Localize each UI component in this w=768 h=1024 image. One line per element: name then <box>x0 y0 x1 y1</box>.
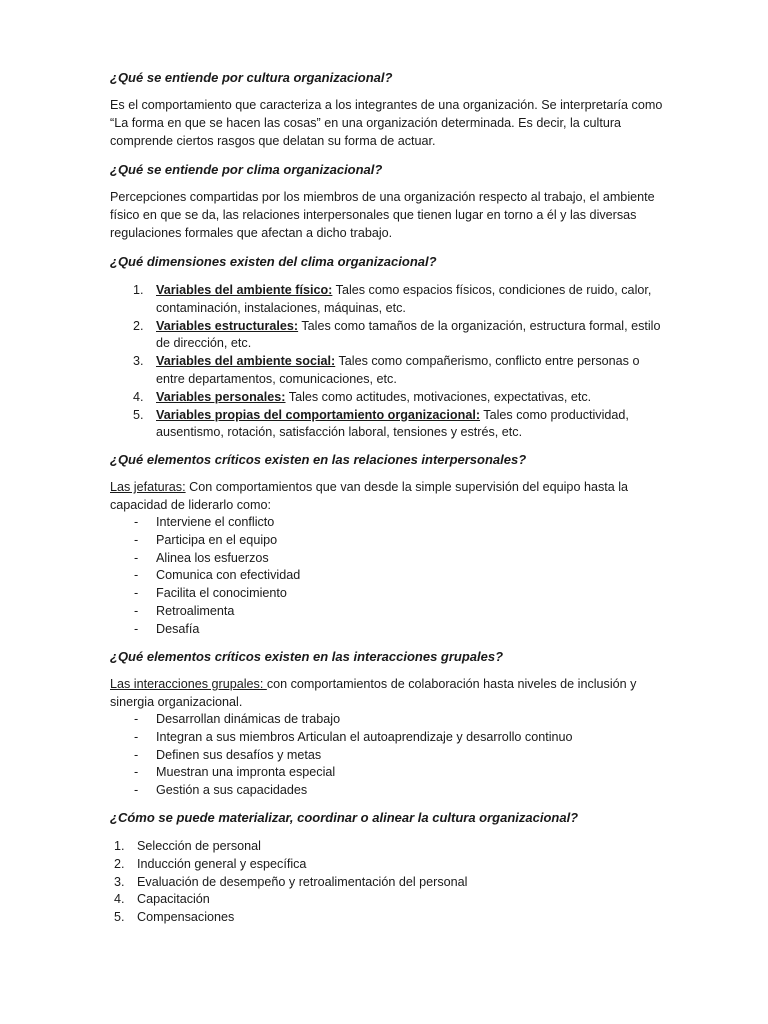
list-item: 3. Variables del ambiente social: Tales como compañerismo, conflicto entre personas o entre departamentos, comunicaciones, etc. <box>133 354 640 386</box>
list-item: - Integran a sus miembros Articulan el autoaprendizaje y desarrollo continuo <box>110 729 650 747</box>
item-term: Variables estructurales: <box>156 318 299 333</box>
item-text: Tales como productividad, ausentismo, rotación, satisfacción laboral, tensiones y estrés, etc. <box>156 407 629 440</box>
list-item: - Participa en el equipo <box>110 532 650 550</box>
dimensions-list <box>133 282 663 442</box>
list-item: - Interviene el conflicto <box>110 514 650 532</box>
item-term: Variables propias del comportamiento organizacional: <box>156 407 481 422</box>
list-item: - Muestran una impronta especial <box>110 764 650 782</box>
list-item: - Alinea los esfuerzos <box>110 550 650 568</box>
list-item: 5. Compensaciones <box>114 910 235 925</box>
paragraph: Es el comportamiento que caracteriza a los integrantes de una organización. Se interpretaría como “La forma en que se hacen las cosas” en una organización determinada. Es decir, la cultura comprende ciertos rasgos que delatan su forma de actuar. <box>110 98 663 148</box>
paragraph <box>110 676 666 712</box>
item-term: Variables personales: <box>156 389 286 404</box>
list-item: 3. Evaluación de desempeño y retroalimentación del personal <box>114 874 468 889</box>
list-item: 2. Inducción general y específica <box>114 856 307 871</box>
list-item: 4. Variables personales: Tales como actitudes, motivaciones, expectativas, etc. <box>133 389 592 404</box>
list-item: 1. Selección de personal <box>114 839 261 853</box>
dash-list <box>110 514 650 639</box>
lead-text: Con comportamientos que van desde la simple supervisión del equipo hasta la capacidad de liderarlo como: <box>110 480 629 512</box>
item-text: Tales como actitudes, motivaciones, expectativas, etc. <box>285 389 592 404</box>
item-text: Tales como compañerismo, conflicto entre personas o entre departamentos, comunicaciones, etc. <box>156 354 640 386</box>
question-heading: ¿Qué elementos críticos existen en las interacciones grupales? <box>110 649 504 664</box>
list-item: - Desafía <box>110 621 650 639</box>
item-term: Variables del ambiente social: <box>156 354 336 369</box>
item-text: Tales como tamaños de la organización, estructura formal, estilo de dirección, etc. <box>156 318 661 351</box>
question-heading: ¿Qué se entiende por clima organizacional? <box>110 162 383 177</box>
lead-term: Las jefaturas: <box>110 480 186 494</box>
question-heading: ¿Qué elementos críticos existen en las relaciones interpersonales? <box>110 452 527 467</box>
lead-term: Las interacciones grupales: <box>110 677 267 691</box>
list-item: 4. Capacitación <box>114 892 210 907</box>
question-heading: ¿Qué se entiende por cultura organizacional? <box>110 70 393 85</box>
paragraph: Percepciones compartidas por los miembros de una organización respecto al trabajo, el ambiente físico en que se da, las relaciones interpersonales que tienen lugar en torno a él y las diversas regulaciones formales que afectan a dicho trabajo. <box>110 190 655 240</box>
question-heading: ¿Qué dimensiones existen del clima organizacional? <box>110 254 437 269</box>
actions-list <box>114 838 634 927</box>
question-heading: ¿Cómo se puede materializar, coordinar o alinear la cultura organizacional? <box>110 810 579 825</box>
list-item: 1. Variables del ambiente físico: Tales como espacios físicos, condiciones de ruido, calor, contaminación, instalaciones, máquinas, etc. <box>133 283 652 315</box>
list-item: - Facilita el conocimiento <box>110 585 650 603</box>
paragraph <box>110 479 666 515</box>
item-term: Variables del ambiente físico: <box>156 283 333 297</box>
list-item: 5. Variables propias del comportamiento organizacional: Tales como productividad, ausentismo, rotación, satisfacción laboral, tensiones y estrés, etc. <box>133 407 629 440</box>
list-item: - Retroalimenta <box>110 603 650 621</box>
item-text: Tales como espacios físicos, condiciones de ruido, calor, contaminación, instalaciones, máquinas, etc. <box>156 283 652 315</box>
list-item: - Comunica con efectividad <box>110 567 650 585</box>
list-item: - Gestión a sus capacidades <box>110 782 650 800</box>
list-item: - Desarrollan dinámicas de trabajo <box>110 711 650 729</box>
list-item: - Definen sus desafíos y metas <box>110 747 650 765</box>
lead-text: con comportamientos de colaboración hasta niveles de inclusión y sinergia organizacional. <box>110 677 637 709</box>
dash-list <box>110 711 650 800</box>
list-item: 2. Variables estructurales: Tales como tamaños de la organización, estructura formal, estilo de dirección, etc. <box>133 318 661 351</box>
